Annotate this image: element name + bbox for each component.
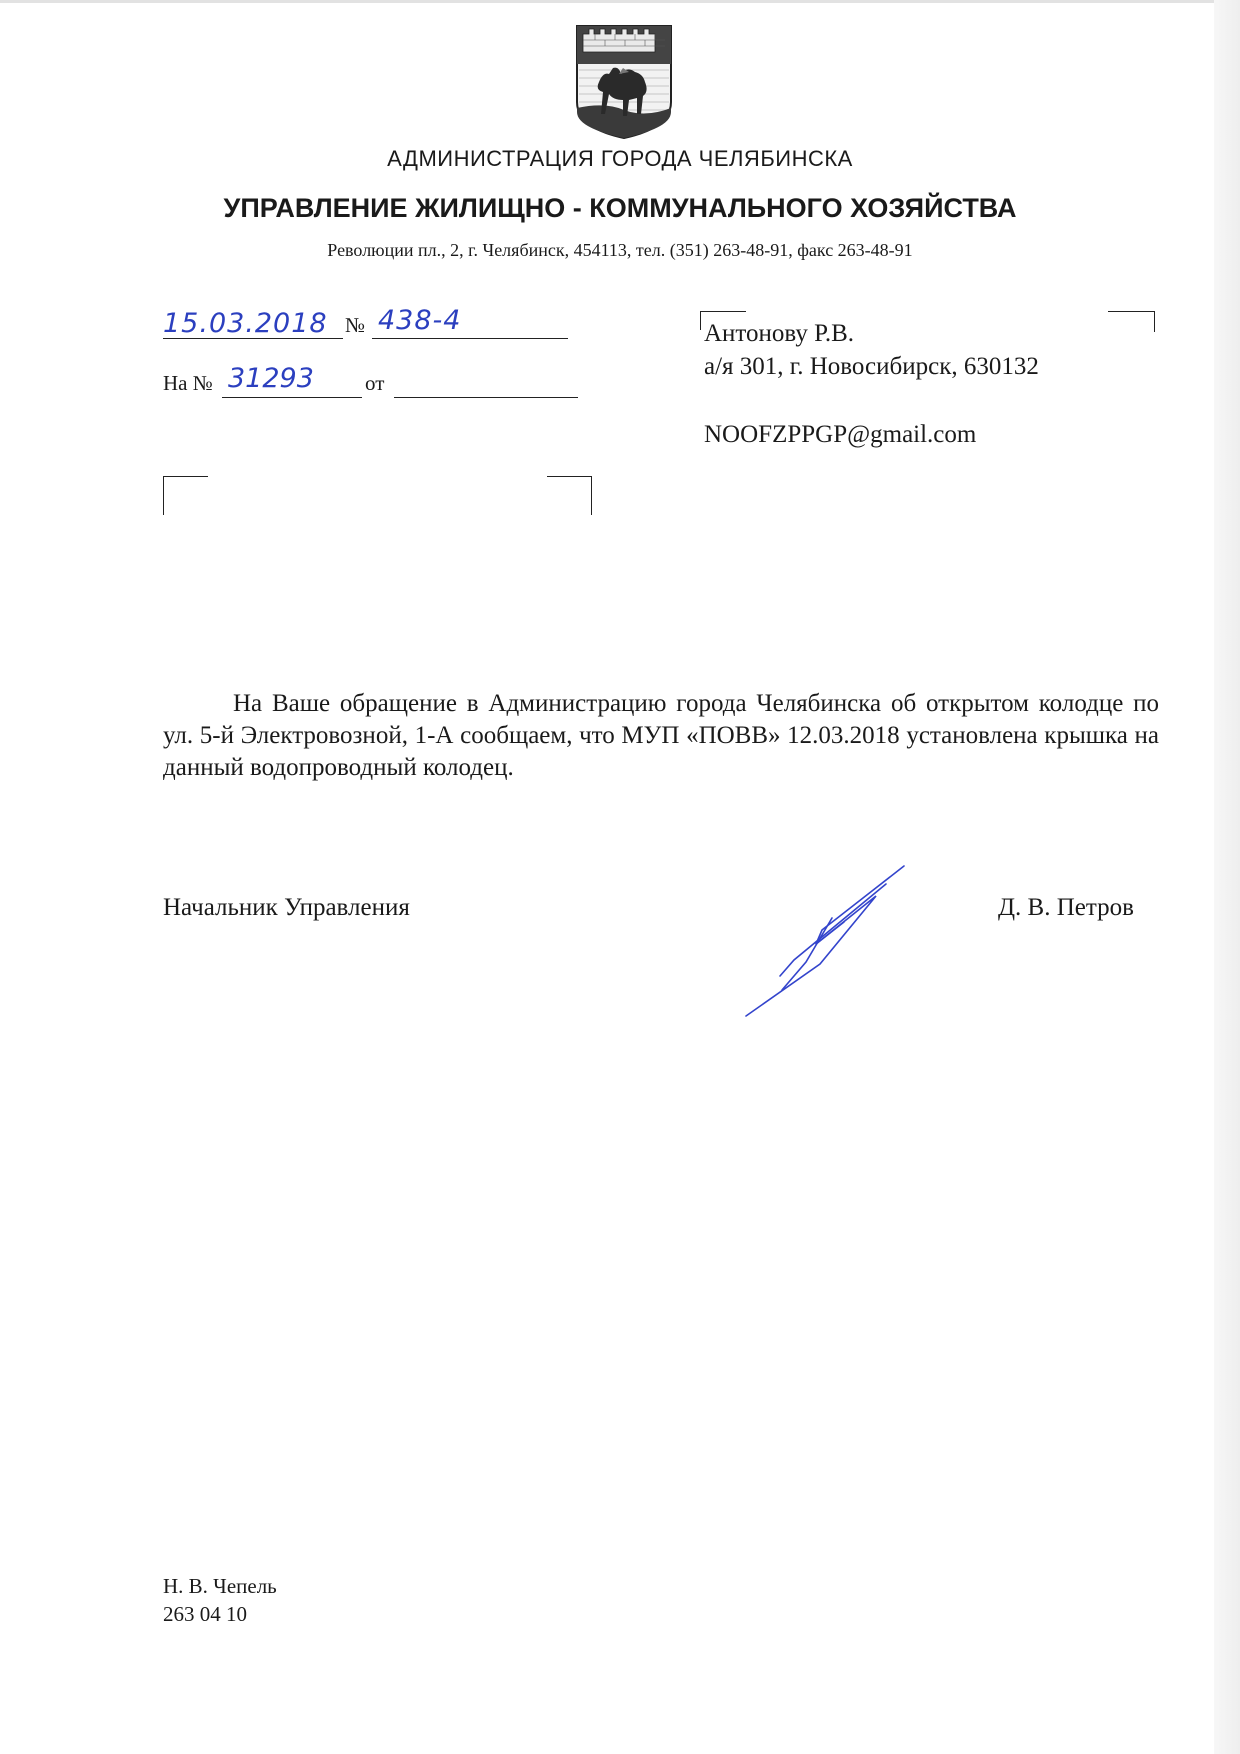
department-address: Революции пл., 2, г. Челябинск, 454113, тел. (351) 263-48-91, факс 263-48-91 [327, 240, 913, 260]
signatory-name: Д. В. Петров [998, 894, 1134, 921]
subject-bracket-right [547, 476, 592, 515]
date-underline [163, 338, 343, 339]
administration-title: АДМИНИСТРАЦИЯ ГОРОДА ЧЕЛЯБИНСКА [387, 146, 853, 171]
reply-to-number: 31293 [228, 363, 314, 394]
scan-top-edge [0, 0, 1240, 3]
scan-right-edge [1214, 0, 1240, 1754]
outgoing-number: 438-4 [378, 305, 462, 336]
number-sign: № [345, 313, 366, 337]
coat-of-arms-icon [575, 24, 673, 140]
department-title: УПРАВЛЕНИЕ ЖИЛИЩНО - КОММУНАЛЬНОГО ХОЗЯЙСТВА [223, 193, 1017, 223]
reply-to-label: На № [163, 371, 213, 395]
recipient-email: NOOFZPPGP@gmail.com [704, 421, 977, 448]
recipient-bracket-top-stroke [700, 311, 746, 312]
number-underline [372, 338, 568, 339]
subject-bracket-left [163, 476, 208, 515]
reply-from-underline [394, 397, 578, 398]
recipient-address: а/я 301, г. Новосибирск, 630132 [704, 353, 1039, 380]
executor-name: Н. В. Чепель [163, 1574, 277, 1598]
signatory-position: Начальник Управления [163, 894, 410, 921]
outgoing-date: 15.03.2018 [163, 308, 328, 339]
letter-body: На Ваше обращение в Администрацию города Челябинска об открытом колодце по ул. 5-й Электровозной, 1-А сообщаем, что МУП «ПОВВ» 12.03.2018 установлена крышка на данный водопроводный колодец. [163, 690, 1159, 781]
reply-number-underline [222, 397, 362, 398]
reply-from-label: от [365, 371, 385, 395]
recipient-name: Антонову Р.В. [704, 320, 855, 347]
executor-phone: 263 04 10 [163, 1602, 247, 1626]
recipient-bracket-right [1108, 311, 1155, 332]
handwritten-signature [736, 860, 916, 1025]
